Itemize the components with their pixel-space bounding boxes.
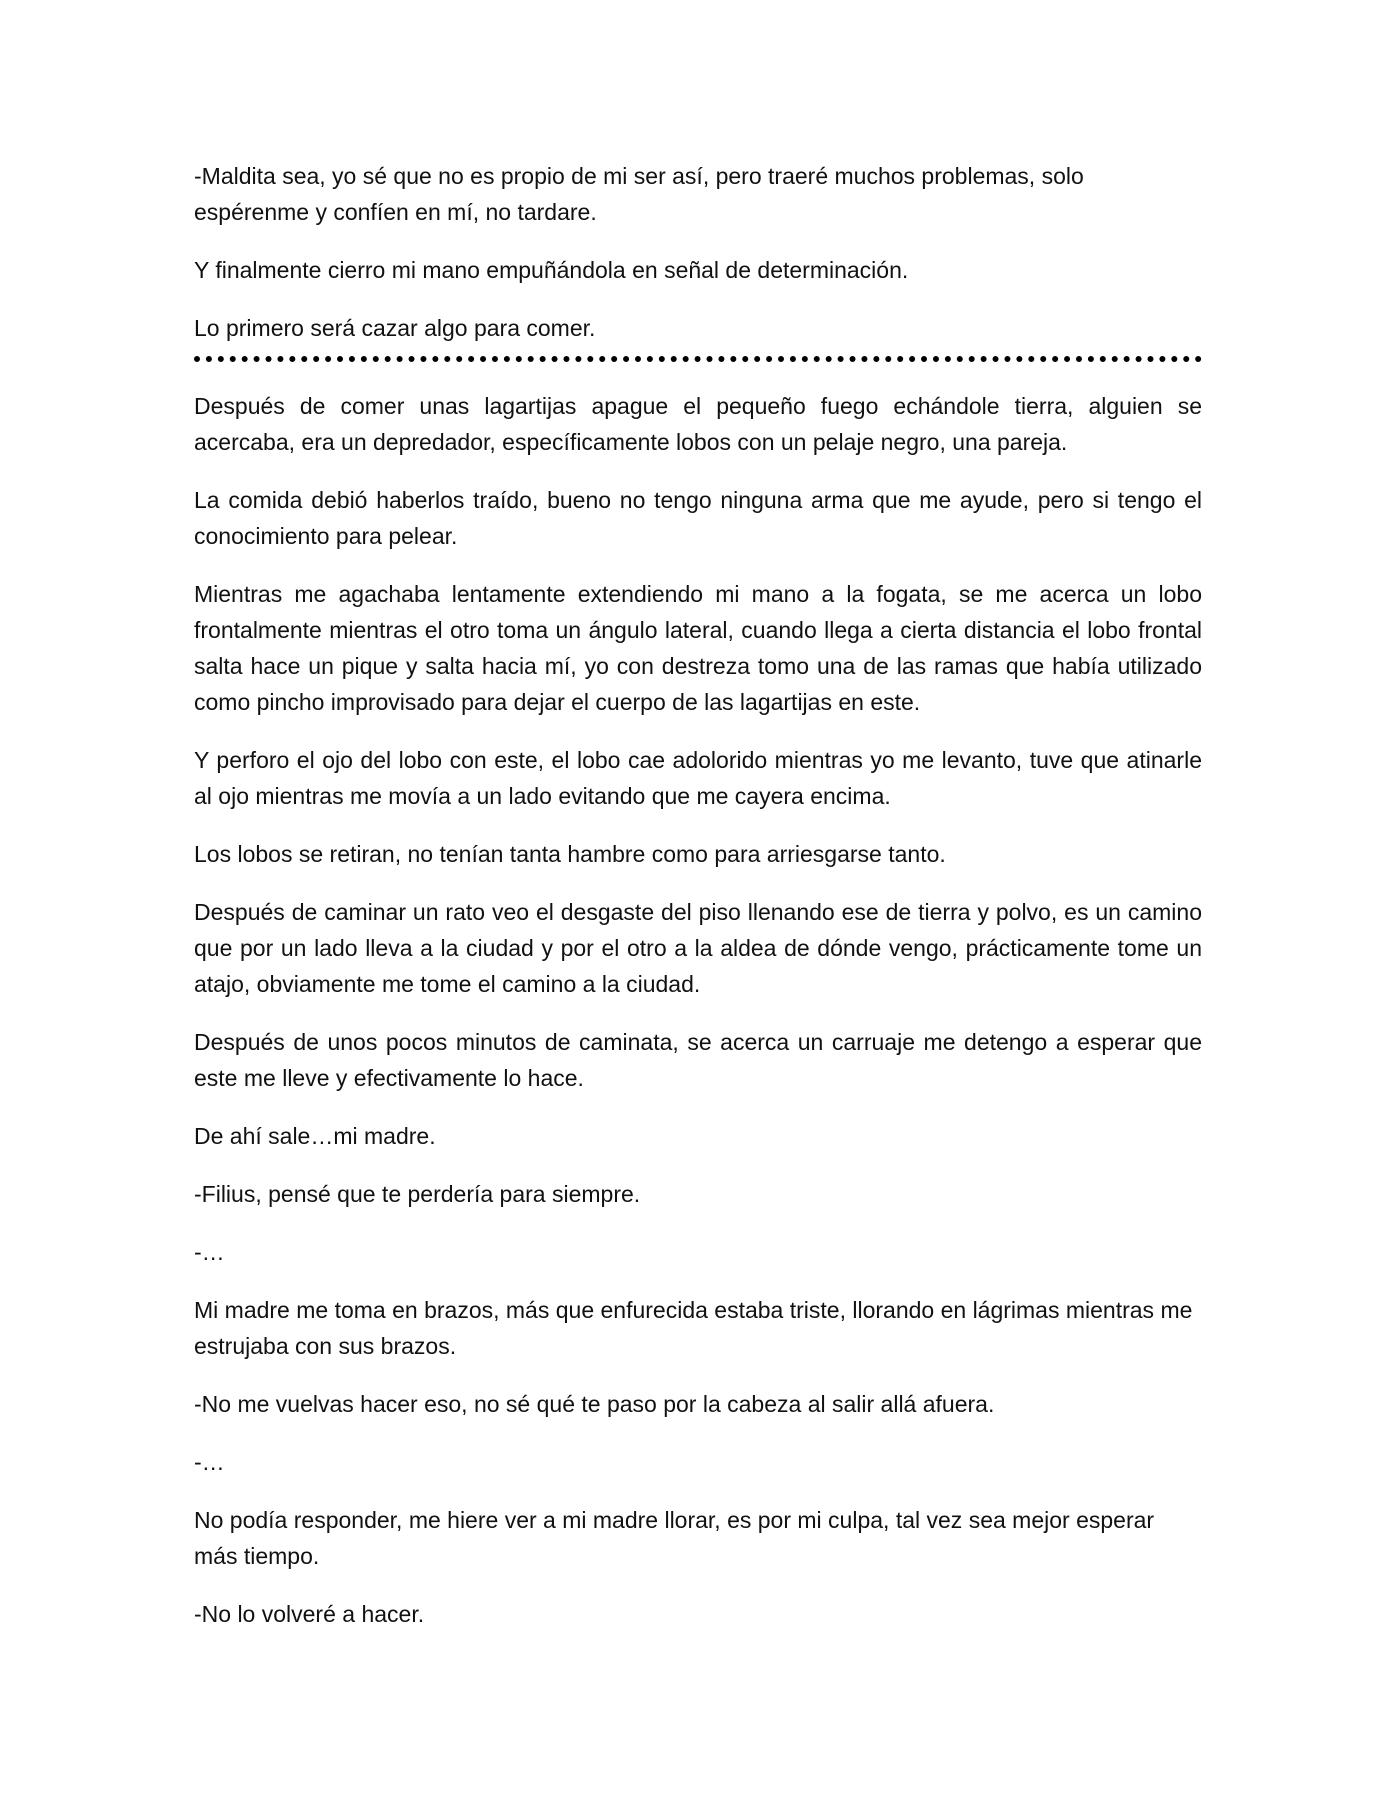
- paragraph: -Maldita sea, yo sé que no es propio de mi ser así, pero traeré muchos problemas, solo espérenme y confíen en mí, no tardare.: [194, 163, 1084, 225]
- paragraph: La comida debió haberlos traído, bueno no tengo ninguna arma que me ayude, pero si tengo el conocimiento para pelear.: [194, 487, 1202, 549]
- paragraph: Los lobos se retiran, no tenían tanta hambre como para arriesgarse tanto.: [194, 841, 946, 867]
- paragraph: Lo primero será cazar algo para comer.: [194, 315, 596, 341]
- paragraph: No podía responder, me hiere ver a mi madre llorar, es por mi culpa, tal vez sea mejor esperar más tiempo.: [194, 1507, 1155, 1569]
- paragraph: Y perforo el ojo del lobo con este, el lobo cae adolorido mientras yo me levanto, tuve que atinarle al ojo mientras me movía a un lado evitando que me cayera encima.: [194, 747, 1202, 809]
- paragraph: Después de unos pocos minutos de caminata, se acerca un carruaje me detengo a esperar que este me lleve y efectivamente lo hace.: [194, 1029, 1202, 1091]
- dialogue-line: -Filius, pensé que te perdería para siempre.: [194, 1181, 641, 1207]
- dialogue-line: -No lo volveré a hacer.: [194, 1601, 425, 1627]
- dialogue-line: -…: [194, 1239, 225, 1265]
- section-separator: [194, 356, 1202, 362]
- paragraph: Y finalmente cierro mi mano empuñándola en señal de determinación.: [194, 257, 909, 283]
- paragraph: Después de comer unas lagartijas apague el pequeño fuego echándole tierra, alguien se acercaba, era un depredador, específicamente lobos con un pelaje negro, una pareja.: [194, 393, 1202, 455]
- document-page: [194, 158, 1202, 1654]
- paragraph: Mientras me agachaba lentamente extendiendo mi mano a la fogata, se me acerca un lobo frontalmente mientras el otro toma un ángulo lateral, cuando llega a cierta distancia el lobo frontal salta hace un pique y salta hacia mí, yo con destreza tomo una de las ramas que había utilizado como pincho improvisado para dejar el cuerpo de las lagartijas en este.: [194, 581, 1202, 715]
- paragraph: De ahí sale…mi madre.: [194, 1123, 436, 1149]
- paragraph: Después de caminar un rato veo el desgaste del piso llenando ese de tierra y polvo, es un camino que por un lado lleva a la ciudad y por el otro a la aldea de dónde vengo, prácticamente tome un atajo, obviamente me tome el camino a la ciudad.: [194, 899, 1202, 997]
- dialogue-line: -…: [194, 1449, 225, 1475]
- dialogue-line: -No me vuelvas hacer eso, no sé qué te paso por la cabeza al salir allá afuera.: [194, 1391, 995, 1417]
- paragraph: Mi madre me toma en brazos, más que enfurecida estaba triste, llorando en lágrimas mientras me estrujaba con sus brazos.: [194, 1297, 1193, 1359]
